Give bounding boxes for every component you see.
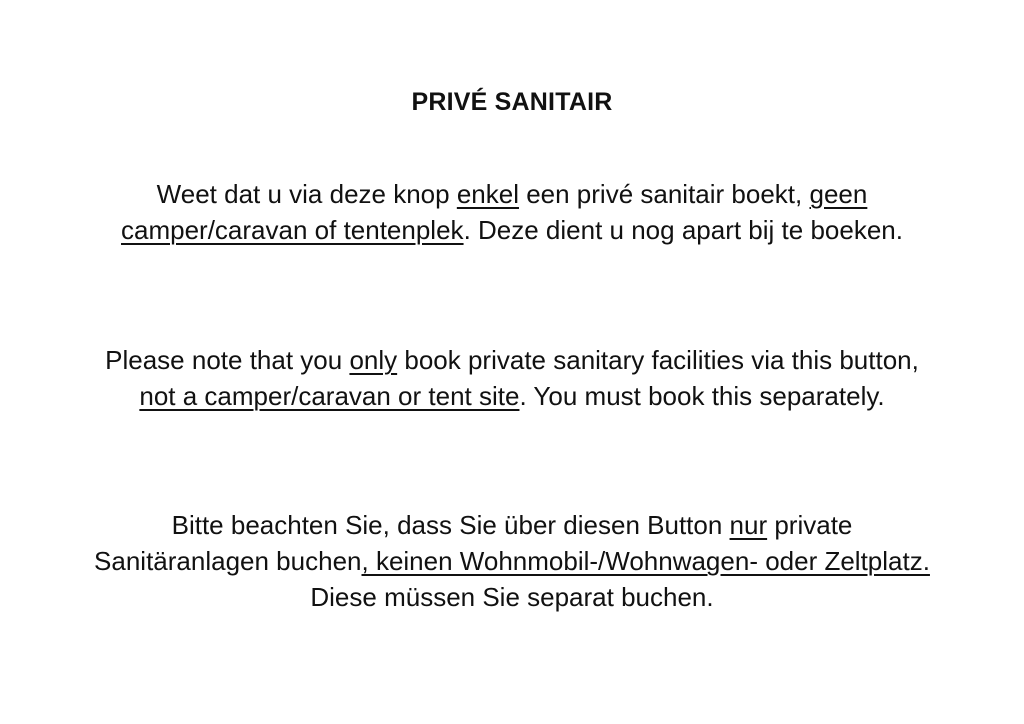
dutch-text-3: . Deze dient u nog apart bij te boeken. (463, 215, 903, 245)
german-underlined-1: nur (729, 510, 768, 540)
dutch-text-2: een privé sanitair boekt, (518, 179, 810, 209)
dutch-underlined-1: enkel (456, 179, 519, 209)
german-underlined-2: , keinen Wohnmobil-/Wohnwagen- oder Zeltplatz. (361, 546, 930, 576)
dutch-text-1: Weet dat u via deze knop (156, 179, 457, 209)
english-text-1: Please note that you (105, 345, 350, 375)
english-underlined-2: not a camper/caravan or tent site (139, 381, 520, 411)
english-paragraph (90, 342, 934, 414)
dutch-underlined-2: geen camper/caravan of tentenplek (121, 179, 868, 245)
dutch-paragraph (90, 176, 934, 248)
english-text-2: book private sanitary facilities via this button, (397, 345, 919, 375)
german-text-1: Bitte beachten Sie, dass Sie über diesen Button (171, 510, 730, 540)
german-paragraph (90, 507, 934, 615)
english-text-3: . You must book this separately. (519, 381, 885, 411)
german-text-3: Diese müssen Sie separat buchen. (310, 582, 714, 612)
english-underlined-1: only (349, 345, 398, 375)
german-text-2: private Sanitäranlagen buchen (94, 510, 853, 576)
page-title: PRIVÉ SANITAIR (411, 88, 613, 116)
